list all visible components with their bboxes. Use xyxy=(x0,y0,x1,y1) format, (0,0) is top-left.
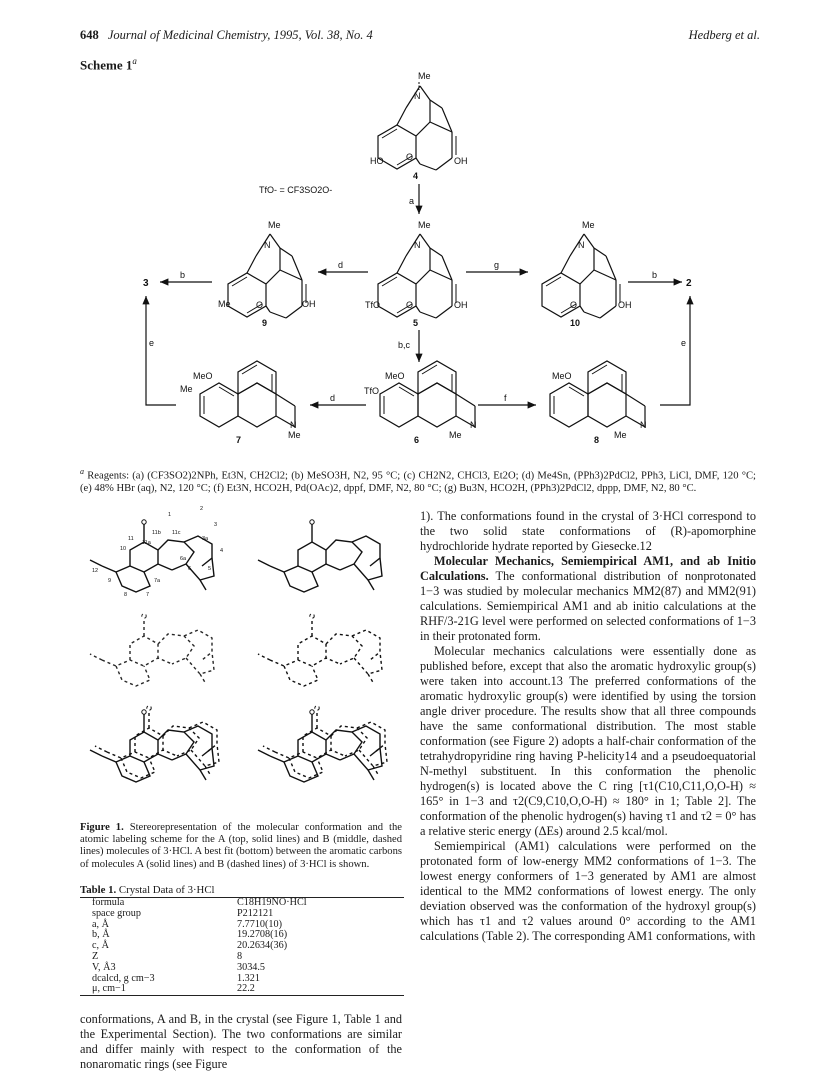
arrow-d-label: d xyxy=(330,393,336,403)
table-row xyxy=(80,963,404,974)
compound-7: 7 xyxy=(236,435,242,445)
table-row xyxy=(80,941,404,952)
page-number: 648 xyxy=(80,28,99,42)
atom-oh: OH xyxy=(302,299,316,309)
atom-label: 11c xyxy=(172,530,181,536)
table-row xyxy=(80,984,404,995)
paragraph: 1). The conformations found in the crystal of 3·HCl correspond to the two solid state conformations of (R)-apomorphine hydrochloride hydrate reported by Giesecke.12 xyxy=(420,509,756,553)
table-value: 22.2 xyxy=(237,983,255,995)
table-value: 20.2634(36) xyxy=(237,940,288,952)
table-key: c, Å xyxy=(92,940,109,952)
atom-o: O xyxy=(256,300,264,310)
scheme-title: Scheme 1$^a$ xyxy=(80,56,137,73)
atom-n: N xyxy=(640,420,647,430)
atom-me: Me xyxy=(268,220,281,230)
table-key: dcalcd, g cm−3 xyxy=(92,972,155,984)
atom-label: 2 xyxy=(200,506,204,512)
table-row xyxy=(80,909,404,920)
journal-citation: Journal of Medicinal Chemistry, 1995, Vol. 38, No. 4 xyxy=(107,28,373,42)
atom-oh: OH xyxy=(618,300,632,310)
table-1-crystal-data xyxy=(80,897,404,996)
atom-label: 11 xyxy=(128,536,134,542)
atom-me: Me xyxy=(180,384,193,394)
table-value: 8 xyxy=(237,950,243,962)
compound-6: 6 xyxy=(414,435,420,445)
table-value: 3034.5 xyxy=(237,961,266,973)
atom-label: 3a xyxy=(202,536,209,542)
atom-label: 7a xyxy=(154,578,161,584)
atom-label: 5 xyxy=(208,566,212,572)
atom-n: N xyxy=(470,420,477,430)
compound-3: 3 xyxy=(143,278,149,289)
atom-meo: MeO xyxy=(193,371,213,381)
arrow-e-label: e xyxy=(149,338,155,348)
compound-2: 2 xyxy=(686,278,692,289)
table-key: a, Å xyxy=(92,918,109,930)
atom-meo: MeO xyxy=(385,371,405,381)
arrow-b-label: b xyxy=(652,270,658,280)
arrow-f-label: f xyxy=(504,393,507,403)
table-key: b, Å xyxy=(92,929,110,941)
atom-label: 7 xyxy=(146,592,150,598)
table-key: V, Å3 xyxy=(92,961,116,973)
atom-me: Me xyxy=(582,220,595,230)
atom-meo: MeO xyxy=(552,371,572,381)
atom-o: O xyxy=(570,300,578,310)
atom-me: Me xyxy=(288,430,301,440)
section-title: Molecular Mechanics, Semiempirical AM1, and ab Initio Calculations. xyxy=(420,554,756,583)
table-value: P212121 xyxy=(237,907,274,919)
arrow-e-label: e xyxy=(681,338,687,348)
paragraph: Molecular mechanics calculations were essentially done as published before, except that also the aromatic hydroxylic group(s) were taken into account.13 The preferred conformations of the aromatic hydroxylic group(s) were identified by using the torsion angle driver procedure. The results show that all three compounds have the same conformational distribution. The most stable conformation (see Figure 2) adopts a half-chair conformation of the tetrahydropyridine ring having P-helicity14 and a pseudoequatorial N-methyl substituent. In this conformation the phenolic hydrogen(s) is located above the C ring [τ1(C10,C11,O,O-H) ≈ 165° in 1−3 and τ2(C9,C10,O,O-H) ≈ 180° in 1; Table 2]. The conformation of the phenolic hydrogen(s) having τ1 and τ2 = 0° has a relative steric energy (ΔEs) around 2.5 kcal/mol. xyxy=(420,644,756,838)
compound-9: 9 xyxy=(262,318,268,328)
atom-me: Me xyxy=(218,299,231,309)
atom-me: Me xyxy=(614,430,627,440)
compound-10: 10 xyxy=(570,318,581,328)
table-value: 7.7710(10) xyxy=(237,918,282,930)
compound-8: 8 xyxy=(594,435,600,445)
atom-me: Me xyxy=(418,71,431,81)
atom-n: N xyxy=(414,240,421,250)
arrow-d-label: d xyxy=(338,260,344,270)
atom-label: 11a xyxy=(142,540,151,546)
atom-oh: OH xyxy=(454,300,468,310)
table-key: Z xyxy=(92,950,99,962)
atom-label: 9 xyxy=(108,578,112,584)
figure-1-stereo xyxy=(80,500,404,818)
figure-1-caption: Figure 1. Stereorepresentation of the molecular conformation and the atomic labeling scheme for the A (top, solid lines) and B (middle, dashed lines) molecules of 3·HCl. A best fit (bottom) between the aromatic carbons of molecules A (solid lines) and B (dashed lines) of 3·HCl is shown. xyxy=(80,822,402,870)
atom-o: O xyxy=(406,152,414,162)
table-key: μ, cm−1 xyxy=(92,983,126,995)
atom-label: 6a xyxy=(180,556,187,562)
arrow-a-label: a xyxy=(409,196,415,206)
atom-label: 4 xyxy=(220,548,224,554)
atom-o: O xyxy=(406,300,414,310)
arrow-bc-label: b,c xyxy=(398,340,411,350)
atom-label: 12 xyxy=(92,568,99,574)
body-text-left: conformations, A and B, in the crystal (see Figure 1, Table 1 and the Experimental Section). The two conformations are similar and differ mainly with respect to the conformation of the nonaromatic rings (see Figure xyxy=(80,1012,402,1071)
paragraph: Molecular Mechanics, Semiempirical AM1, and ab Initio Calculations. The conformational distribution of nonprotonated 1−3 was studied by molecular mechanics MM2(87) and MM2(91) calculations. Semiempirical AM1 and ab initio calculations at the RHF/3-21G level were performed on selected conformations of 1−3 in their protonated form. xyxy=(420,554,756,643)
atom-me: Me xyxy=(418,220,431,230)
atom-label: 6 xyxy=(188,566,192,572)
table-key: formula xyxy=(92,897,125,908)
table-key: space group xyxy=(92,907,141,919)
atom-n: N xyxy=(290,420,297,430)
atom-label: 3 xyxy=(214,522,218,528)
running-authors: Hedberg et al. xyxy=(688,28,760,42)
arrow-b-label: b xyxy=(180,270,186,280)
tfo-definition: TfO- = CF3SO2O- xyxy=(259,185,333,195)
atom-label: 1 xyxy=(168,512,172,518)
atom-label: 8 xyxy=(124,592,128,598)
table-value: 1.321 xyxy=(237,972,260,984)
atom-n: N xyxy=(264,240,271,250)
body-text-right xyxy=(420,509,756,944)
atom-n: N xyxy=(414,91,421,101)
atom-tfo: TfO xyxy=(364,386,379,396)
table-1-title: Table 1. Crystal Data of 3·HCl xyxy=(80,884,215,896)
reaction-scheme xyxy=(0,0,829,470)
paragraph: Semiempirical (AM1) calculations were performed on the protonated form of low-energy MM2 conformations of 1−3. The lowest energy conformers of 1−3 generated by AM1 are almost identical to the MM2 conformations of lowest energy. The only deviation observed was the conformation of the hydroxyl group(s) which has τ1 and τ2 values around 0° according to the AM1 calculations (Table 2). The corresponding AM1 conformations, with xyxy=(420,839,756,943)
table-value: 19.2708(16) xyxy=(237,929,288,941)
compound-5: 5 xyxy=(413,318,419,328)
atom-oh: OH xyxy=(454,156,468,166)
atom-tfo: TfO xyxy=(365,300,380,310)
atom-me: Me xyxy=(449,430,462,440)
atom-label: 10 xyxy=(120,546,127,552)
arrow-g-label: g xyxy=(494,260,500,270)
table-value: C18H19NO·HCl xyxy=(237,897,307,908)
atom-ho: HO xyxy=(370,156,384,166)
reagents-footnote: $^a$ Reagents: (a) (CF3SO2)2NPh, Et3N, CH2Cl2; (b) MeSO3H, N2, 95 °C; (c) CH2N2, CHCl3, Et2O; (d) Me4Sn, (PPh3)2PdCl2, PPh3, LiCl, DMF, 120 °C; (e) 48% HBr (aq), N2, 120 °C; (f) Et3N, HCO2H, Pd(OAc)2, dppf, DMF, N2, 80 °C; (g) Bu3N, HCO2H, (PPh3)2PdCl2, dppp, DMF, N2, 80 °C. xyxy=(80,467,756,495)
compound-4: 4 xyxy=(413,171,419,181)
atom-n: N xyxy=(578,240,585,250)
atom-label: 11b xyxy=(152,530,161,536)
